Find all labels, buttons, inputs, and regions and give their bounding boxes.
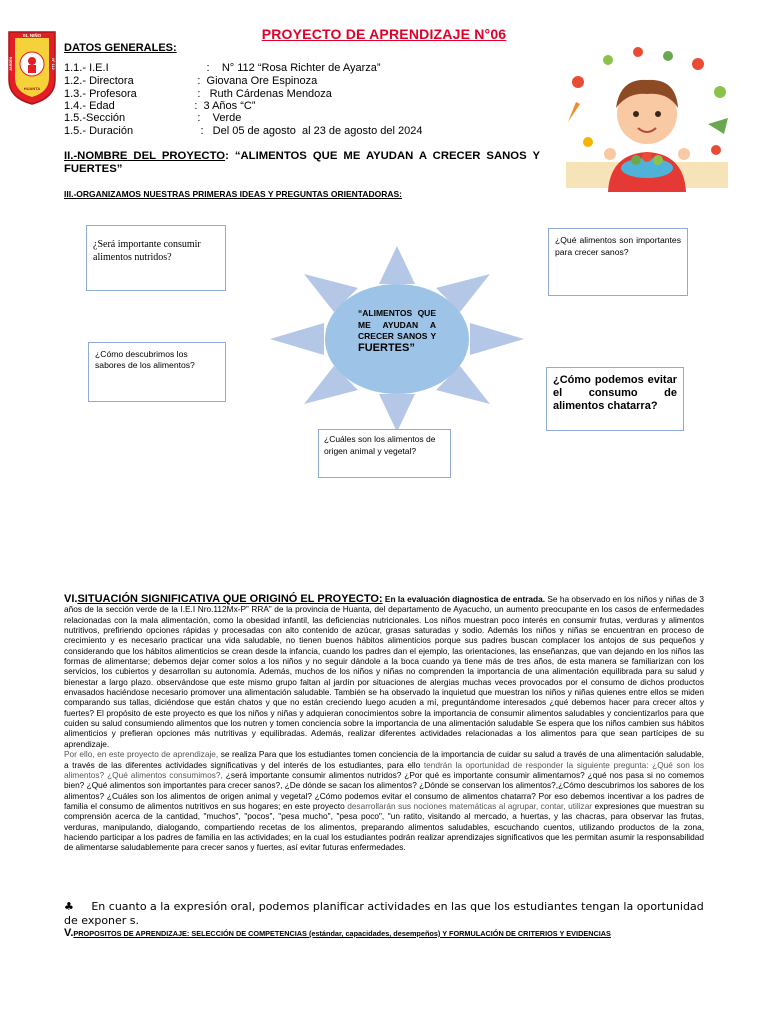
bullet-text: En cuanto a la expresión oral, podemos planificar actividades en las que los estudiantes tengan la oportunidad de exponer s.	[64, 900, 704, 927]
ideas-heading: III.-ORGANIZAMOS NUESTRAS PRIMERAS IDEAS Y PREGUNTAS ORIENTADORAS:	[64, 189, 402, 199]
sun-ray	[379, 246, 415, 284]
situation-heading-prefix: VI.	[64, 593, 78, 605]
general-row-value: : Giovana Ore Espinoza	[176, 75, 318, 87]
project-name-label: II.-NOMBRE DEL PROYECTO	[64, 150, 226, 162]
situation-p2-c: expresiones que muestran su comprensión acerca de la cantidad, "muchos", "pocos", "pesa mucho", "pesa poco", "un ratito, visitando al mercado, a huertas, y las chacras, para observar las frutas, verduras, manipulando, dialogando, compartiendo recetas de los alimentos, preparando alimentos saludables, escuchando cuentos, utilizando productos de la zona, haciendo participar a los padres de familia en las actividades; en la cual los estudiantes podrán realizar aprendizajes significativos que les permitan asumir la responsabilidad de alimentarse saludablemente para crecer sanos y fuertes, así evitar futuras enfermedades.	[64, 800, 705, 853]
sun-ray	[270, 323, 324, 355]
general-row-label: 1.2.- Directora	[64, 75, 134, 87]
situation-p2-b: ¿será importante consumir alimentos nutridos? ¿Por qué es importante consumir alimentarnos? ¿qué nos pasa si no comemos bien? ¿Qué alimentos son importantes para crecer sanos?, ¿De dónde se sacan los alimentos? ¿Dónde se conservan los alimentos?,¿Cómo descubrimos los sabores de los alimentos? ¿Cuáles son los alimentos de origen animal y vegetal? ¿Cómo podemos evitar el consumo de alimentos chatarra? Por eso debemos incentivar a los padres de familia el consumo de alimentos nutritivos en sus hogares; en este proyecto	[64, 769, 704, 811]
general-row-label: 1.4.- Edad	[64, 100, 115, 112]
general-row-value: : Ruth Cárdenas Mendoza	[176, 88, 332, 100]
situation-paragraph-1: Se ha observado en los niños y niñas de 3 años de la sección verde de la I.E.I Nro.112Mx-P” RRA” de la provincia de Huanta, del departamento de Ayacucho, un aumento preocupante en los casos de enfermedades relacionadas con la mala alimentación, como la obesidad infantil, las deficiencias nutricionales. Los niños muestran poco interés en consumir frutas, verduras y alimentos nutritivos, prefiriendo opciones rápidas y procesadas con alto contenido de azúcar, grasas saturadas y sodio. Además los niños y niñas se encuentran en proceso de crecimiento y es necesario practicar una vida saludable, no tienen buenos hábitos alimenticios porque sus padres buscan complacer los antojos de sus pequeños y considerando que los hábitos alimenticios se crean desde la infancia, cuando los padres dan el ejemplo, las orientaciones, las enseñanzas, que van dejando en los niños las formas de alimentarse; debemos dejar comer solos a los niños y no seguir dándole a la boca cuando ya tiene más de tres años, de esta manera se familiarizan con los servicios, los cubiertos y desarrollan su autonomía. Además, muchos de los niños y niñas no comprenden la importancia de una alimentación equilibrada para su salud y bienestar a largo plazo. observándose que este mismo grupo faltan al jardín por situaciones de alergias muchas veces provocados por el consumo de dichos productos envasados haciéndose necesario promover una alimentación saludable. También se ha observado la inquietud que muestran los niños y niñas quienes entre ellos se miden comparando sus tallas, diciéndose que están chatos y que no están creciendo luego acuden a mí, preguntándome interesados ¿qué debemos hacer para crecer altos y fuertes? El propósito de este proyecto es que los niños y niñas y adquieran conocimientos sobre la importancia de consumir alimentos saludables y concientizarlos para que cuiden su salud consumiendo alimentos que los nutren y tomen conciencia sobre la importancia de una alimentación saludable Se espera que los niños cambien sus hábitos alimenticios y prefieran opciones más nutritivas y equilibradas. Además, realizar diferentes actividades relacionadas a los alimentos para que sean partícipes de su aprendizaje.	[64, 594, 705, 749]
situation-subheading: En la evaluación diagnostica de entrada.	[384, 594, 546, 604]
sun-text-big: FUERTES”	[358, 341, 415, 354]
general-row-value: : Verde	[176, 112, 242, 124]
school-logo	[6, 28, 58, 106]
question-box-junk-food: ¿Cómo podemos evitar el consumo de alimentos chatarra?	[546, 367, 684, 431]
section5-prefix: V.	[64, 927, 74, 939]
logo-text-left: JARDÍN	[9, 56, 13, 72]
question-box-healthy-foods: ¿Qué alimentos son importantes para crecer sanos?	[548, 228, 688, 296]
situation-p2-gray-3: desarrollarán sus nociones matemáticas al agrupar, contar, utilizar	[347, 800, 593, 811]
significant-situation	[64, 594, 704, 853]
situation-p2-gray-1: Por ello, en este proyecto de aprendizaje,	[64, 749, 219, 760]
logo-text-right: N° 112	[51, 58, 55, 70]
general-row-label: 1.5.-Sección	[64, 112, 126, 124]
club-bullet-icon: ♣	[64, 900, 74, 913]
sun-ray	[470, 323, 524, 355]
general-row-label: 1.3.- Profesora	[64, 88, 137, 100]
question-box-nutritious: ¿Será importante consumir alimentos nutridos?	[86, 225, 226, 291]
general-row-value: : 3 Años “C”	[176, 100, 256, 112]
logo-text-top: EL NIÑO	[22, 33, 42, 38]
kid-vegetables-illustration	[548, 42, 746, 192]
logo-text-bottom: HUANTA	[23, 86, 41, 91]
general-row-label: 1.5.- Duración	[64, 125, 134, 137]
sun-center-text	[358, 308, 436, 354]
question-box-flavors: ¿Cómo descubrimos los sabores de los alimentos?	[88, 342, 226, 402]
general-row-value: : Del 05 de agosto al 23 de agosto del 2024	[176, 125, 423, 137]
learning-purposes-heading	[64, 927, 724, 939]
sun-text-main: “ALIMENTOS QUE ME AYUDAN A CRECER SANOS Y	[358, 308, 436, 341]
page-title: PROYECTO DE APRENDIZAJE N°06	[261, 26, 507, 42]
project-name-text: : “ALIMENTOS QUE ME AYUDAN A CRECER SANOS Y FUERTES”	[64, 150, 540, 175]
general-row-label: 1.1.- I.E.I	[64, 62, 109, 74]
oral-expression-bullet	[64, 900, 704, 928]
question-box-origin: ¿Cuáles son los alimentos de origen animal y vegetal?	[318, 429, 451, 478]
general-data-heading: DATOS GENERALES:	[64, 42, 177, 54]
situation-heading: SITUACIÓN SIGNIFICATIVA QUE ORIGINÓ EL PROYECTO:	[77, 593, 383, 605]
general-row-value: : N° 112 “Rosa Richter de Ayarza”	[176, 62, 381, 74]
situation-p2-gray-2: tendrán la oportunidad de responder la siguiente pregunta: ¿Qué son los alimentos? ¿Qué alimentos consumimos?,	[64, 759, 704, 780]
situation-p2-a: se realiza Para que los estudiantes tomen conciencia de la importancia de cuidar su salud a través de una alimentación saludable, a través de las diferentes actividades significativas y del interés de los estudiantes, para ello	[64, 749, 704, 770]
section5-text: PROPOSITOS DE APRENDIZAJE: SELECCIÓN DE COMPETENCIAS (estándar, capacidades, desempeños) Y FORMULACIÓN DE CRITERIOS Y EVIDENCIAS	[73, 929, 611, 938]
sun-ray	[379, 394, 415, 432]
project-name	[64, 150, 540, 176]
